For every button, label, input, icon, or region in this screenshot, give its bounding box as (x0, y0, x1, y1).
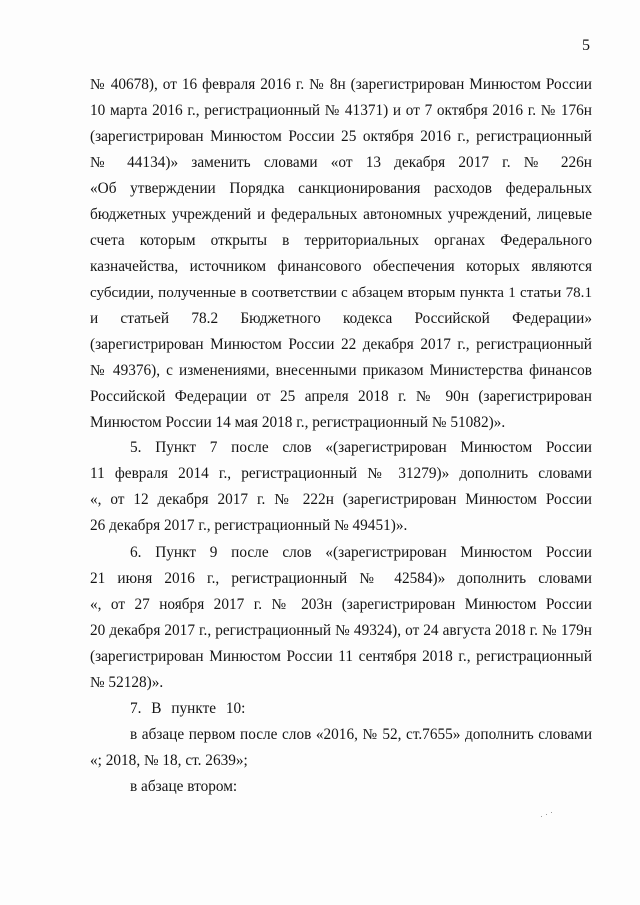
text-line: казначейства, источником финансового обеспечения которых являются (90, 258, 592, 275)
text-line: «Об утверждении Порядка санкционирования расходов федеральных (90, 180, 592, 197)
paragraph-start-line: 6. Пункт 9 после слов «(зарегистрирован Минюстом России (130, 544, 592, 561)
text-line: «, от 27 ноября 2017 г. № 203н (зарегистрирован Минюстом России (90, 596, 592, 613)
text-line: (зарегистрирован Минюстом России 22 декабря 2017 г., регистрационный (90, 336, 592, 353)
text-line: № 44134)» заменить словами «от 13 декабря 2017 г. № 226н (90, 154, 592, 171)
text-line: и статьей 78.2 Бюджетного кодекса Российской Федерации» (90, 310, 592, 327)
text-line: № 52128)». (90, 674, 164, 691)
text-line: «, от 12 декабря 2017 г. № 222н (зарегистрирован Минюстом России (90, 491, 592, 508)
indented-line: в абзаце втором: (130, 778, 238, 795)
text-line: 26 декабря 2017 г., регистрационный № 49451)». (90, 517, 408, 534)
text-line: Минюстом России 14 мая 2018 г., регистрационный № 51082)». (90, 414, 506, 431)
text-line: «; 2018, № 18, ст. 2639»; (90, 752, 248, 769)
text-line: 11 февраля 2014 г., регистрационный № 31279)» дополнить словами (90, 465, 592, 482)
text-line: (зарегистрирован Минюстом России 11 сентября 2018 г., регистрационный (90, 648, 592, 665)
text-line: № 49376), с изменениями, внесенными приказом Министерства финансов (90, 362, 592, 379)
text-line: 21 июня 2016 г., регистрационный № 42584)» дополнить словами (90, 570, 592, 587)
scan-artifact (541, 812, 553, 818)
paragraph-start-line: 5. Пункт 7 после слов «(зарегистрирован Минюстом России (130, 439, 592, 456)
text-line: бюджетных учреждений и федеральных автономных учреждений, лицевые (90, 206, 592, 223)
text-line: субсидии, полученные в соответствии с абзацем вторым пункта 1 статьи 78.1 (90, 285, 592, 301)
text-line: № 40678), от 16 февраля 2016 г. № 8н (зарегистрирован Минюстом России (90, 76, 592, 93)
text-line: Российской Федерации от 25 апреля 2018 г. № 90н (зарегистрирован (90, 388, 592, 405)
text-line: 20 декабря 2017 г., регистрационный № 49324), от 24 августа 2018 г. № 179н (90, 622, 592, 639)
page-number: 5 (582, 37, 590, 54)
indented-line: в абзаце первом после слов «2016, № 52, ст.7655» дополнить словами (130, 726, 592, 743)
text-line: счета которым открыты в территориальных органах Федерального (90, 232, 592, 249)
text-line: 10 марта 2016 г., регистрационный № 41371) и от 7 октября 2016 г. № 176н (90, 102, 592, 119)
text-line: (зарегистрирован Минюстом России 25 октября 2016 г., регистрационный (90, 128, 592, 145)
paragraph-start-line: 7. В пункте 10: (130, 700, 246, 717)
